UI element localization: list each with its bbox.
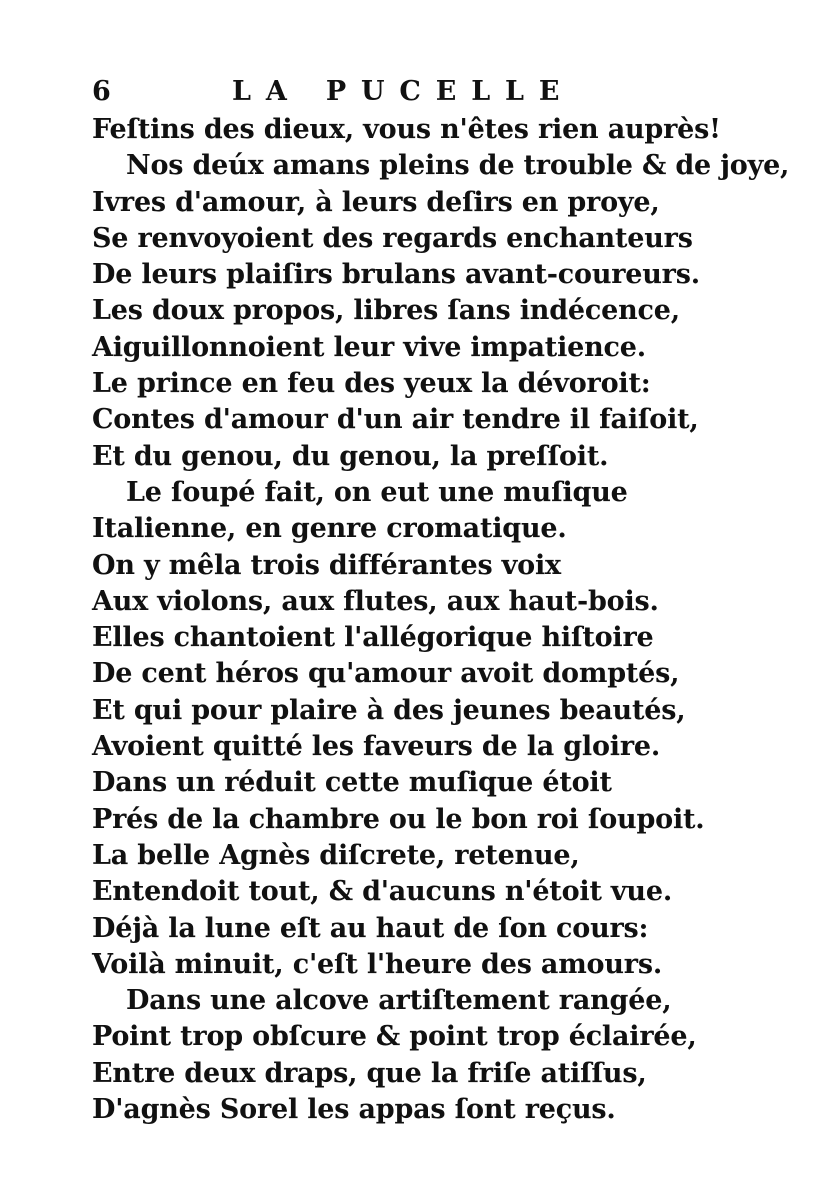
verse-line: Italienne, en genre cromatique.	[92, 513, 567, 545]
verse-line: Les doux propos, libres ſans indécence,	[92, 295, 680, 327]
verse-line: On y mêla trois différantes voix	[92, 549, 561, 581]
verse-line: Voilà minuit, c'eſt l'heure des amours.	[92, 948, 663, 980]
verse-line: Se renvoyoient des regards enchanteurs	[92, 222, 693, 254]
verse-line: Dans un réduit cette muſique étoit	[92, 767, 612, 799]
verse-line: Avoient quitté les faveurs de la gloire.	[92, 731, 661, 763]
page-number: 6	[92, 76, 111, 107]
verse-line: Ivres d'amour, à leurs deſirs en proye,	[92, 186, 660, 218]
verse-line: Feſtins des dieux, vous n'êtes rien auprès!	[92, 114, 721, 145]
verse-line: De cent héros qu'amour avoit domptés,	[92, 658, 680, 690]
verse-line: Dans une alcove artiſtement rangée,	[126, 985, 672, 1017]
verse-line: Contes d'amour d'un air tendre il faiſoit,	[92, 404, 699, 436]
verse-line: Nos deúx amans pleins de trouble & de joye,	[126, 150, 790, 182]
poem-verse	[92, 112, 812, 1128]
verse-line: Le ſoupé fait, on eut une muſique	[126, 476, 628, 508]
verse-line: Et du genou, du genou, la preſſoit.	[92, 440, 609, 472]
verse-line: La belle Agnès diſcrete, retenue,	[92, 839, 580, 871]
verse-line: Elles chantoient l'allégorique hiſtoire	[92, 622, 654, 654]
verse-line: Et qui pour plaire à des jeunes beautés,	[92, 694, 686, 726]
verse-line: De leurs plaiſirs brulans avant-coureurs.	[92, 259, 700, 291]
verse-line: Entendoit tout, & d'aucuns n'étoit vue.	[92, 876, 673, 908]
verse-line: Entre deux draps, que la friſe atiſſus,	[92, 1057, 647, 1089]
verse-line: Prés de la chambre ou le bon roi ſoupoit.	[92, 803, 705, 835]
running-head	[92, 74, 652, 110]
verse-line: D'agnès Sorel les appas ſont reçus.	[92, 1094, 616, 1126]
verse-line: Aux violons, aux flutes, aux haut-bois.	[92, 585, 659, 617]
verse-line: Déjà la lune eſt au haut de ſon cours:	[92, 912, 649, 944]
running-title: LA PUCELLE	[232, 76, 575, 107]
verse-line: Le prince en feu des yeux la dévoroit:	[92, 368, 651, 400]
verse-line: Point trop obſcure & point trop éclairée,	[92, 1021, 697, 1053]
verse-line: Aiguillonnoient leur vive impatience.	[92, 331, 646, 363]
